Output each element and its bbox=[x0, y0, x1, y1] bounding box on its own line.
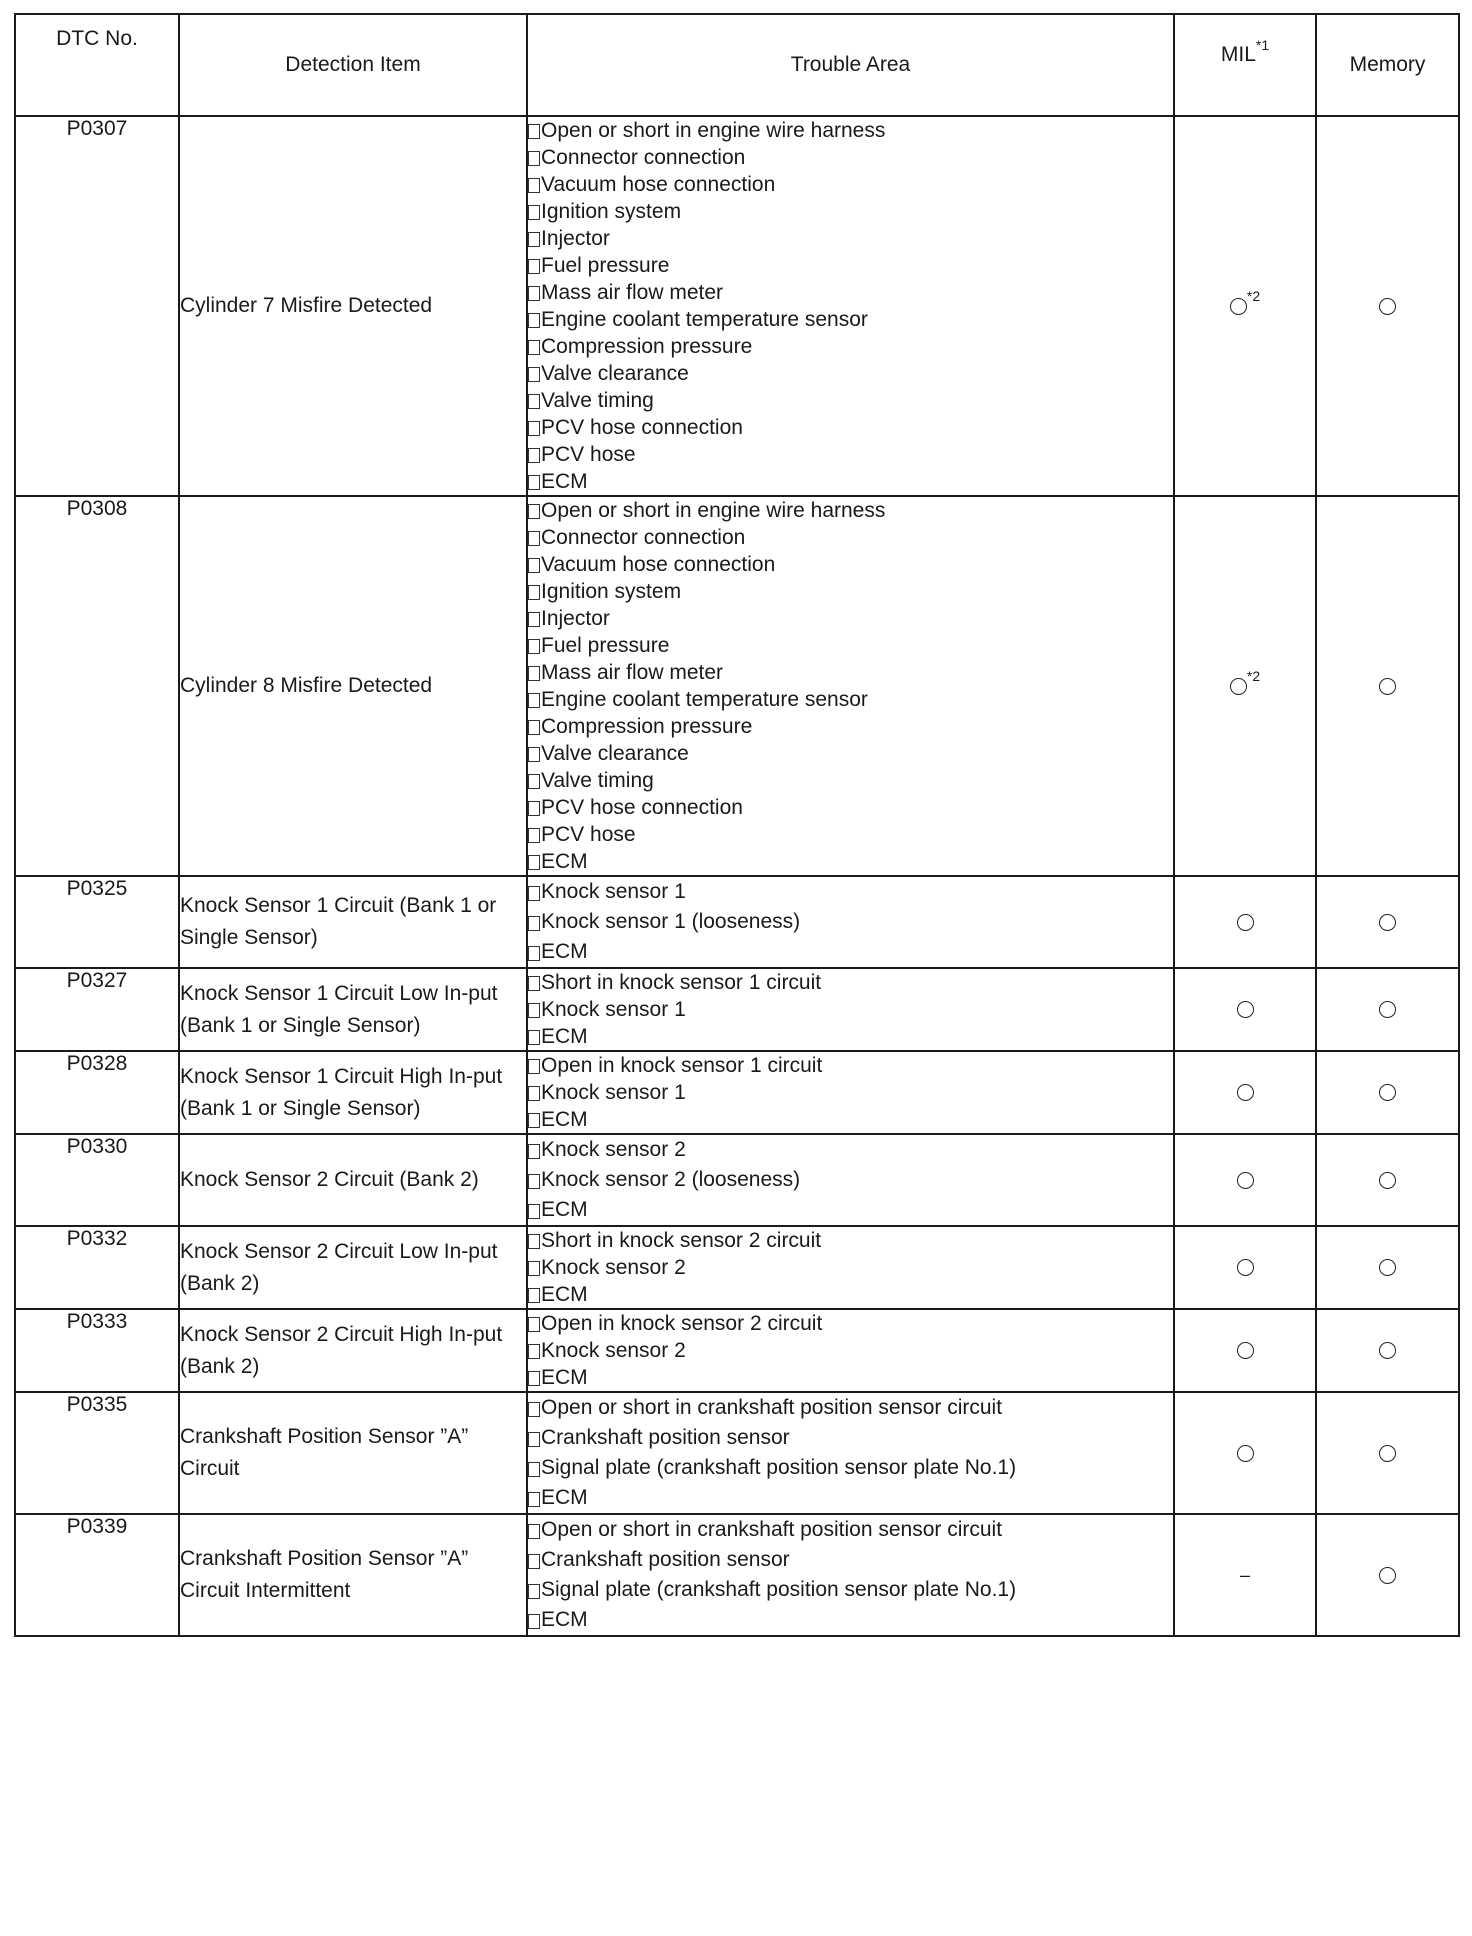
detection-item: Knock Sensor 1 Circuit (Bank 1 or Single Sensor) bbox=[179, 876, 527, 968]
memory-cell bbox=[1316, 1051, 1459, 1134]
trouble-area-text: Signal plate (crankshaft position sensor plate No.1) bbox=[541, 1578, 1017, 1601]
detection-item: Knock Sensor 2 Circuit (Bank 2) bbox=[179, 1134, 527, 1226]
trouble-area-list bbox=[527, 1226, 1174, 1309]
trouble-area-item bbox=[528, 767, 1173, 794]
mil-cell bbox=[1174, 496, 1316, 876]
trouble-area-text: Knock sensor 2 (looseness) bbox=[541, 1168, 801, 1191]
trouble-area-text: Valve clearance bbox=[541, 361, 689, 385]
memory-cell bbox=[1316, 1392, 1459, 1514]
trouble-area-text: ECM bbox=[541, 1107, 588, 1131]
trouble-area-item bbox=[528, 252, 1173, 279]
detection-item: Knock Sensor 2 Circuit Low In-put (Bank 2) bbox=[179, 1226, 527, 1309]
trouble-area-text: Crankshaft position sensor bbox=[541, 1426, 790, 1449]
trouble-area-item bbox=[528, 1605, 1173, 1635]
trouble-area-item bbox=[528, 225, 1173, 252]
trouble-area-item bbox=[528, 1195, 1173, 1225]
detection-item: Knock Sensor 1 Circuit High In-put (Bank 1 or Single Sensor) bbox=[179, 1051, 527, 1134]
trouble-area-item bbox=[528, 1023, 1173, 1050]
trouble-area-item bbox=[528, 1106, 1173, 1133]
trouble-area-item bbox=[528, 1453, 1173, 1483]
checkbox-square-icon bbox=[528, 1524, 540, 1539]
trouble-area-item bbox=[528, 1337, 1173, 1364]
trouble-area-item bbox=[528, 848, 1173, 875]
trouble-area-text: Knock sensor 1 bbox=[541, 1080, 686, 1104]
trouble-area-item bbox=[528, 686, 1173, 713]
trouble-area-text: ECM bbox=[541, 1365, 588, 1389]
mil-cell bbox=[1174, 1051, 1316, 1134]
trouble-area-item bbox=[528, 1079, 1173, 1106]
detection-item: Crankshaft Position Sensor ”A” Circuit bbox=[179, 1392, 527, 1514]
memory-cell bbox=[1316, 1514, 1459, 1636]
checkbox-square-icon bbox=[528, 394, 540, 409]
header-memory: Memory bbox=[1316, 14, 1459, 116]
trouble-area-text: Compression pressure bbox=[541, 334, 753, 358]
checkbox-square-icon bbox=[528, 1584, 540, 1599]
checkbox-square-icon bbox=[528, 1462, 540, 1477]
dtc-code: P0339 bbox=[15, 1514, 179, 1636]
mil-cell bbox=[1174, 116, 1316, 496]
checkbox-square-icon bbox=[528, 1492, 540, 1507]
trouble-area-text: ECM bbox=[541, 1024, 588, 1048]
trouble-area-text: ECM bbox=[541, 469, 588, 493]
checkbox-square-icon bbox=[528, 1234, 540, 1249]
trouble-area-list bbox=[527, 1392, 1174, 1514]
trouble-area-text: Knock sensor 1 (looseness) bbox=[541, 910, 801, 933]
checkbox-square-icon bbox=[528, 475, 540, 490]
checkbox-square-icon bbox=[528, 855, 540, 870]
dtc-code: P0307 bbox=[15, 116, 179, 496]
checkbox-square-icon bbox=[528, 313, 540, 328]
trouble-area-item bbox=[528, 1052, 1173, 1079]
checkbox-square-icon bbox=[528, 1030, 540, 1045]
trouble-area-item bbox=[528, 468, 1173, 495]
trouble-area-text: Vacuum hose connection bbox=[541, 552, 776, 576]
checkbox-square-icon bbox=[528, 693, 540, 708]
trouble-area-text: ECM bbox=[541, 1608, 588, 1631]
checkbox-square-icon bbox=[528, 1288, 540, 1303]
detection-item: Knock Sensor 1 Circuit Low In-put (Bank 1 or Single Sensor) bbox=[179, 968, 527, 1051]
circle-mark-icon bbox=[1237, 1172, 1254, 1189]
trouble-area-item bbox=[528, 821, 1173, 848]
circle-mark-icon bbox=[1379, 298, 1396, 315]
trouble-area-list bbox=[527, 1134, 1174, 1226]
header-dtc-no: DTC No. bbox=[15, 14, 179, 116]
circle-mark-icon bbox=[1237, 1259, 1254, 1276]
table-body bbox=[15, 116, 1459, 1636]
trouble-area-text: ECM bbox=[541, 1282, 588, 1306]
checkbox-square-icon bbox=[528, 1432, 540, 1447]
circle-mark-icon bbox=[1379, 1001, 1396, 1018]
trouble-area-list bbox=[527, 968, 1174, 1051]
trouble-area-item bbox=[528, 740, 1173, 767]
memory-cell bbox=[1316, 1226, 1459, 1309]
trouble-area-item bbox=[528, 306, 1173, 333]
circle-mark-icon bbox=[1379, 1084, 1396, 1101]
header-detection-item: Detection Item bbox=[179, 14, 527, 116]
trouble-area-text: Open or short in crankshaft position sensor circuit bbox=[541, 1396, 1003, 1419]
table-row bbox=[15, 876, 1459, 968]
checkbox-square-icon bbox=[528, 1614, 540, 1629]
trouble-area-item bbox=[528, 497, 1173, 524]
checkbox-square-icon bbox=[528, 720, 540, 735]
checkbox-square-icon bbox=[528, 1554, 540, 1569]
trouble-area-text: Fuel pressure bbox=[541, 633, 670, 657]
detection-item: Cylinder 7 Misfire Detected bbox=[179, 116, 527, 496]
checkbox-square-icon bbox=[528, 916, 540, 931]
trouble-area-item bbox=[528, 605, 1173, 632]
checkbox-square-icon bbox=[528, 585, 540, 600]
trouble-area-text: Open in knock sensor 2 circuit bbox=[541, 1311, 823, 1335]
trouble-area-item bbox=[528, 333, 1173, 360]
trouble-area-text: Ignition system bbox=[541, 199, 682, 223]
header-row bbox=[15, 14, 1459, 116]
dtc-code: P0335 bbox=[15, 1392, 179, 1514]
mil-cell bbox=[1174, 968, 1316, 1051]
checkbox-square-icon bbox=[528, 1204, 540, 1219]
checkbox-square-icon bbox=[528, 340, 540, 355]
trouble-area-item bbox=[528, 144, 1173, 171]
dtc-code: P0330 bbox=[15, 1134, 179, 1226]
circle-mark-icon bbox=[1237, 1445, 1254, 1462]
trouble-area-item bbox=[528, 360, 1173, 387]
detection-item: Cylinder 8 Misfire Detected bbox=[179, 496, 527, 876]
trouble-area-item bbox=[528, 794, 1173, 821]
checkbox-square-icon bbox=[528, 531, 540, 546]
trouble-area-list bbox=[527, 116, 1174, 496]
trouble-area-text: Mass air flow meter bbox=[541, 280, 724, 304]
table-row bbox=[15, 1051, 1459, 1134]
circle-mark-icon bbox=[1379, 914, 1396, 931]
trouble-area-item bbox=[528, 937, 1173, 967]
checkbox-square-icon bbox=[528, 1317, 540, 1332]
checkbox-square-icon bbox=[528, 1003, 540, 1018]
mil-cell bbox=[1174, 1392, 1316, 1514]
checkbox-square-icon bbox=[528, 286, 540, 301]
checkbox-square-icon bbox=[528, 1113, 540, 1128]
trouble-area-text: Short in knock sensor 2 circuit bbox=[541, 1228, 822, 1252]
trouble-area-item bbox=[528, 524, 1173, 551]
table-row bbox=[15, 1392, 1459, 1514]
trouble-area-list bbox=[527, 496, 1174, 876]
trouble-area-item bbox=[528, 969, 1173, 996]
trouble-area-item bbox=[528, 1545, 1173, 1575]
trouble-area-text: Open or short in engine wire harness bbox=[541, 498, 886, 522]
table-row bbox=[15, 1514, 1459, 1636]
trouble-area-text: Knock sensor 1 bbox=[541, 880, 686, 903]
trouble-area-item bbox=[528, 877, 1173, 907]
circle-mark-icon bbox=[1379, 1172, 1396, 1189]
trouble-area-list bbox=[527, 1514, 1174, 1636]
checkbox-square-icon bbox=[528, 421, 540, 436]
table-row bbox=[15, 116, 1459, 496]
circle-mark-icon bbox=[1379, 1259, 1396, 1276]
checkbox-square-icon bbox=[528, 801, 540, 816]
circle-mark-icon bbox=[1237, 1084, 1254, 1101]
trouble-area-text: Open in knock sensor 1 circuit bbox=[541, 1053, 823, 1077]
memory-cell bbox=[1316, 1134, 1459, 1226]
checkbox-square-icon bbox=[528, 828, 540, 843]
trouble-area-text: ECM bbox=[541, 1486, 588, 1509]
trouble-area-text: Fuel pressure bbox=[541, 253, 670, 277]
circle-mark-icon bbox=[1237, 1342, 1254, 1359]
trouble-area-text: Valve clearance bbox=[541, 741, 689, 765]
trouble-area-text: ECM bbox=[541, 1198, 588, 1221]
circle-mark-icon bbox=[1379, 1445, 1396, 1462]
trouble-area-text: Injector bbox=[541, 606, 610, 630]
dtc-code: P0327 bbox=[15, 968, 179, 1051]
circle-mark-icon bbox=[1379, 1342, 1396, 1359]
checkbox-square-icon bbox=[528, 1402, 540, 1417]
dtc-code: P0308 bbox=[15, 496, 179, 876]
dtc-code: P0333 bbox=[15, 1309, 179, 1392]
trouble-area-item bbox=[528, 1575, 1173, 1605]
trouble-area-item bbox=[528, 551, 1173, 578]
trouble-area-item bbox=[528, 198, 1173, 225]
mil-cell bbox=[1174, 1514, 1316, 1636]
circle-mark-icon bbox=[1230, 678, 1247, 695]
memory-cell bbox=[1316, 116, 1459, 496]
circle-mark-icon bbox=[1230, 298, 1247, 315]
trouble-area-text: Knock sensor 1 bbox=[541, 997, 686, 1021]
trouble-area-item bbox=[528, 907, 1173, 937]
header-trouble-area: Trouble Area bbox=[527, 14, 1174, 116]
circle-mark-icon bbox=[1237, 914, 1254, 931]
trouble-area-text: Signal plate (crankshaft position sensor plate No.1) bbox=[541, 1456, 1017, 1479]
trouble-area-item bbox=[528, 1483, 1173, 1513]
detection-item: Knock Sensor 2 Circuit High In-put (Bank 2) bbox=[179, 1309, 527, 1392]
trouble-area-text: Crankshaft position sensor bbox=[541, 1548, 790, 1571]
trouble-area-text: Valve timing bbox=[541, 768, 654, 792]
checkbox-square-icon bbox=[528, 639, 540, 654]
header-mil-label: MIL bbox=[1220, 43, 1256, 66]
checkbox-square-icon bbox=[528, 504, 540, 519]
trouble-area-text: Open or short in crankshaft position sensor circuit bbox=[541, 1518, 1003, 1541]
trouble-area-item bbox=[528, 441, 1173, 468]
checkbox-square-icon bbox=[528, 666, 540, 681]
trouble-area-item bbox=[528, 713, 1173, 740]
mil-footnote: *2 bbox=[1246, 668, 1261, 684]
trouble-area-item bbox=[528, 996, 1173, 1023]
mil-cell bbox=[1174, 1226, 1316, 1309]
memory-cell bbox=[1316, 876, 1459, 968]
trouble-area-text: Engine coolant temperature sensor bbox=[541, 687, 868, 711]
checkbox-square-icon bbox=[528, 774, 540, 789]
circle-mark-icon bbox=[1237, 1001, 1254, 1018]
checkbox-square-icon bbox=[528, 448, 540, 463]
trouble-area-item bbox=[528, 659, 1173, 686]
trouble-area-text: PCV hose bbox=[541, 822, 636, 846]
checkbox-square-icon bbox=[528, 367, 540, 382]
trouble-area-item bbox=[528, 1135, 1173, 1165]
trouble-area-item bbox=[528, 578, 1173, 605]
mil-footnote: *2 bbox=[1246, 288, 1261, 304]
trouble-area-item bbox=[528, 279, 1173, 306]
header-mil bbox=[1174, 14, 1316, 116]
trouble-area-text: Knock sensor 2 bbox=[541, 1338, 686, 1362]
checkbox-square-icon bbox=[528, 151, 540, 166]
checkbox-square-icon bbox=[528, 558, 540, 573]
table-row bbox=[15, 496, 1459, 876]
memory-cell bbox=[1316, 496, 1459, 876]
dtc-code: P0328 bbox=[15, 1051, 179, 1134]
checkbox-square-icon bbox=[528, 747, 540, 762]
trouble-area-list bbox=[527, 1051, 1174, 1134]
checkbox-square-icon bbox=[528, 976, 540, 991]
trouble-area-text: Compression pressure bbox=[541, 714, 753, 738]
trouble-area-text: Vacuum hose connection bbox=[541, 172, 776, 196]
header-mil-footnote: *1 bbox=[1255, 37, 1270, 53]
checkbox-square-icon bbox=[528, 259, 540, 274]
trouble-area-item bbox=[528, 1393, 1173, 1423]
dtc-code: P0332 bbox=[15, 1226, 179, 1309]
dtc-table bbox=[14, 13, 1460, 1637]
trouble-area-text: Open or short in engine wire harness bbox=[541, 118, 886, 142]
checkbox-square-icon bbox=[528, 232, 540, 247]
trouble-area-item bbox=[528, 387, 1173, 414]
detection-item: Crankshaft Position Sensor ”A” Circuit Intermittent bbox=[179, 1514, 527, 1636]
trouble-area-text: Ignition system bbox=[541, 579, 682, 603]
checkbox-square-icon bbox=[528, 1344, 540, 1359]
checkbox-square-icon bbox=[528, 612, 540, 627]
trouble-area-item bbox=[528, 117, 1173, 144]
trouble-area-item bbox=[528, 632, 1173, 659]
trouble-area-item bbox=[528, 1423, 1173, 1453]
trouble-area-item bbox=[528, 1515, 1173, 1545]
checkbox-square-icon bbox=[528, 205, 540, 220]
circle-mark-icon bbox=[1379, 678, 1396, 695]
table-row bbox=[15, 1226, 1459, 1309]
checkbox-square-icon bbox=[528, 1261, 540, 1276]
trouble-area-text: PCV hose connection bbox=[541, 415, 743, 439]
trouble-area-text: Short in knock sensor 1 circuit bbox=[541, 970, 822, 994]
trouble-area-item bbox=[528, 1165, 1173, 1195]
checkbox-square-icon bbox=[528, 946, 540, 961]
trouble-area-text: ECM bbox=[541, 940, 588, 963]
checkbox-square-icon bbox=[528, 1174, 540, 1189]
trouble-area-text: Valve timing bbox=[541, 388, 654, 412]
checkbox-square-icon bbox=[528, 886, 540, 901]
memory-cell bbox=[1316, 1309, 1459, 1392]
checkbox-square-icon bbox=[528, 1086, 540, 1101]
table-row bbox=[15, 1134, 1459, 1226]
trouble-area-text: Injector bbox=[541, 226, 610, 250]
trouble-area-item bbox=[528, 1227, 1173, 1254]
checkbox-square-icon bbox=[528, 1059, 540, 1074]
mil-cell bbox=[1174, 1134, 1316, 1226]
trouble-area-item bbox=[528, 1364, 1173, 1391]
trouble-area-text: Knock sensor 2 bbox=[541, 1255, 686, 1279]
mil-cell bbox=[1174, 1309, 1316, 1392]
trouble-area-text: Engine coolant temperature sensor bbox=[541, 307, 868, 331]
trouble-area-text: PCV hose bbox=[541, 442, 636, 466]
dtc-code: P0325 bbox=[15, 876, 179, 968]
trouble-area-item bbox=[528, 1310, 1173, 1337]
trouble-area-item bbox=[528, 414, 1173, 441]
mil-cell bbox=[1174, 876, 1316, 968]
checkbox-square-icon bbox=[528, 178, 540, 193]
trouble-area-text: ECM bbox=[541, 849, 588, 873]
checkbox-square-icon bbox=[528, 1144, 540, 1159]
trouble-area-item bbox=[528, 171, 1173, 198]
memory-cell bbox=[1316, 968, 1459, 1051]
trouble-area-list bbox=[527, 876, 1174, 968]
trouble-area-text: Connector connection bbox=[541, 145, 746, 169]
circle-mark-icon bbox=[1379, 1567, 1396, 1584]
table-row bbox=[15, 968, 1459, 1051]
trouble-area-text: Connector connection bbox=[541, 525, 746, 549]
trouble-area-text: Knock sensor 2 bbox=[541, 1138, 686, 1161]
trouble-area-list bbox=[527, 1309, 1174, 1392]
trouble-area-text: PCV hose connection bbox=[541, 795, 743, 819]
table-row bbox=[15, 1309, 1459, 1392]
trouble-area-text: Mass air flow meter bbox=[541, 660, 724, 684]
dash-mark: – bbox=[1239, 1565, 1250, 1585]
checkbox-square-icon bbox=[528, 124, 540, 139]
checkbox-square-icon bbox=[528, 1371, 540, 1386]
trouble-area-item bbox=[528, 1281, 1173, 1308]
trouble-area-item bbox=[528, 1254, 1173, 1281]
